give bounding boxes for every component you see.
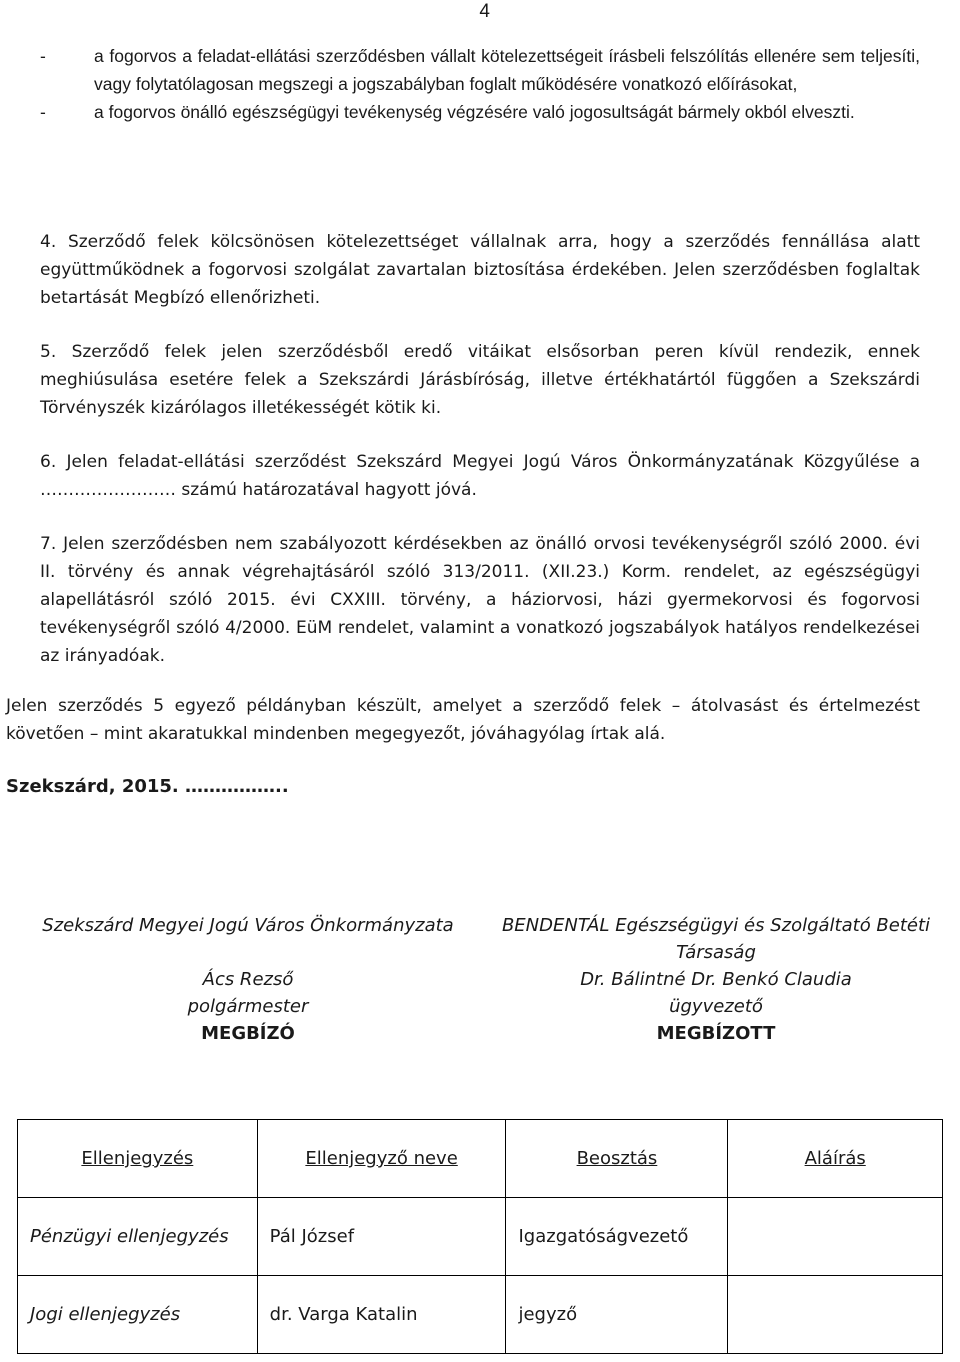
clause-text: Szerződő felek jelen szerződésből eredő vitáikat elsősorban peren kívül rendezik, ennek meghiúsulása esetére felek a Szekszárdi Járásbíróság, illetve értékhatártól függően a Szekszárdi Törvényszék kizárólagos illetékességét kötik ki.: [40, 342, 920, 418]
bullet-marker: -: [40, 102, 46, 122]
table-cell: Igazgatóságvezető: [506, 1198, 728, 1276]
place-date: Szekszárd, 2015. ……………..: [6, 776, 289, 797]
column-header: Ellenjegyzés: [18, 1120, 258, 1198]
signature-cell: [728, 1276, 943, 1354]
signatory-role: MEGBÍZOTT: [656, 1023, 776, 1044]
clause-number: 5.: [40, 342, 57, 362]
signatory-organization: BENDENTÁL Egészségügyi és Szolgáltató Betéti Társaság: [501, 915, 931, 963]
countersign-table: [17, 1119, 943, 1354]
signature-block-principal: [30, 912, 466, 1047]
table-cell: Jogi ellenjegyzés: [18, 1276, 258, 1354]
signature-block-agent: [496, 912, 936, 1047]
clause-7: [40, 530, 920, 670]
page-number: 4: [479, 1, 490, 22]
table-header-row: [18, 1120, 943, 1198]
signature-cell: [728, 1198, 943, 1276]
table-cell: dr. Varga Katalin: [257, 1276, 506, 1354]
closing-statement: Jelen szerződés 5 egyező példányban készült, amelyet a szerződő felek – átolvasást és értelmezést követően – mint akaratukkal mindenben megegyezőt, jóváhagyólag írtak alá.: [6, 696, 920, 744]
list-item: [40, 98, 920, 126]
signatory-title: ügyvezető: [669, 996, 763, 1017]
clause-number: 6.: [40, 452, 57, 472]
signatory-name: Ács Rezső: [202, 969, 294, 990]
table-row: [18, 1198, 943, 1276]
clause-text: Jelen feladat-ellátási szerződést Szekszárd Megyei Jogú Város Önkormányzatának Közgyűlése a …………………… számú határozatával hagyott jóvá.: [40, 452, 920, 500]
list-item-text: a fogorvos a feladat-ellátási szerződésben vállalt kötelezettségeit írásbeli felszólítás ellenére sem teljesíti, vagy folytatólagosan megszegi a jogszabályban foglalt működésére vonatkozó előírásokat,: [94, 46, 920, 94]
signatory-title: polgármester: [187, 996, 309, 1017]
column-header: Aláírás: [728, 1120, 943, 1198]
clause-6: [40, 448, 920, 504]
table-cell: jegyző: [506, 1276, 728, 1354]
column-header: Ellenjegyző neve: [257, 1120, 506, 1198]
table-row: [18, 1276, 943, 1354]
bullet-marker: -: [40, 46, 46, 66]
list-item-text: a fogorvos önálló egészségügyi tevékenység végzésére való jogosultságát bármely okból elveszti.: [94, 102, 855, 122]
table-cell: Pál József: [257, 1198, 506, 1276]
termination-conditions-list: [40, 42, 920, 126]
clause-number: 4.: [40, 232, 57, 252]
signatory-name: Dr. Bálintné Dr. Benkó Claudia: [580, 969, 852, 990]
list-item: [40, 42, 920, 98]
table-cell: Pénzügyi ellenjegyzés: [18, 1198, 258, 1276]
column-header: Beosztás: [506, 1120, 728, 1198]
clause-number: 7.: [40, 534, 57, 554]
clause-text: Szerződő felek kölcsönösen kötelezettséget vállalnak arra, hogy a szerződés fennállása alatt együttműködnek a fogorvosi szolgálat zavartalan biztosítása érdekében. Jelen szerződésben foglaltak betartását Megbízó ellenőrizheti.: [40, 232, 921, 308]
signatory-role: MEGBÍZÓ: [201, 1023, 295, 1044]
signatory-organization: Szekszárd Megyei Jogú Város Önkormányzata: [42, 915, 454, 936]
clause-text: Jelen szerződésben nem szabályozott kérdésekben az önálló orvosi tevékenységről szóló 2000. évi II. törvény és annak végrehajtásáról szóló 313/2011. (XII.23.) Korm. rendelet, az egészségügyi alapellátásról szóló 2015. évi CXXIII. törvény, a háziorvosi, házi gyermekorvosi és fogorvosi tevékenységről szóló 4/2000. EüM rendelet, valamint a vonatkozó jogszabályok hatályos rendelkezései az irányadóak.: [40, 534, 921, 666]
clause-4: [40, 228, 920, 312]
clause-5: [40, 338, 920, 422]
